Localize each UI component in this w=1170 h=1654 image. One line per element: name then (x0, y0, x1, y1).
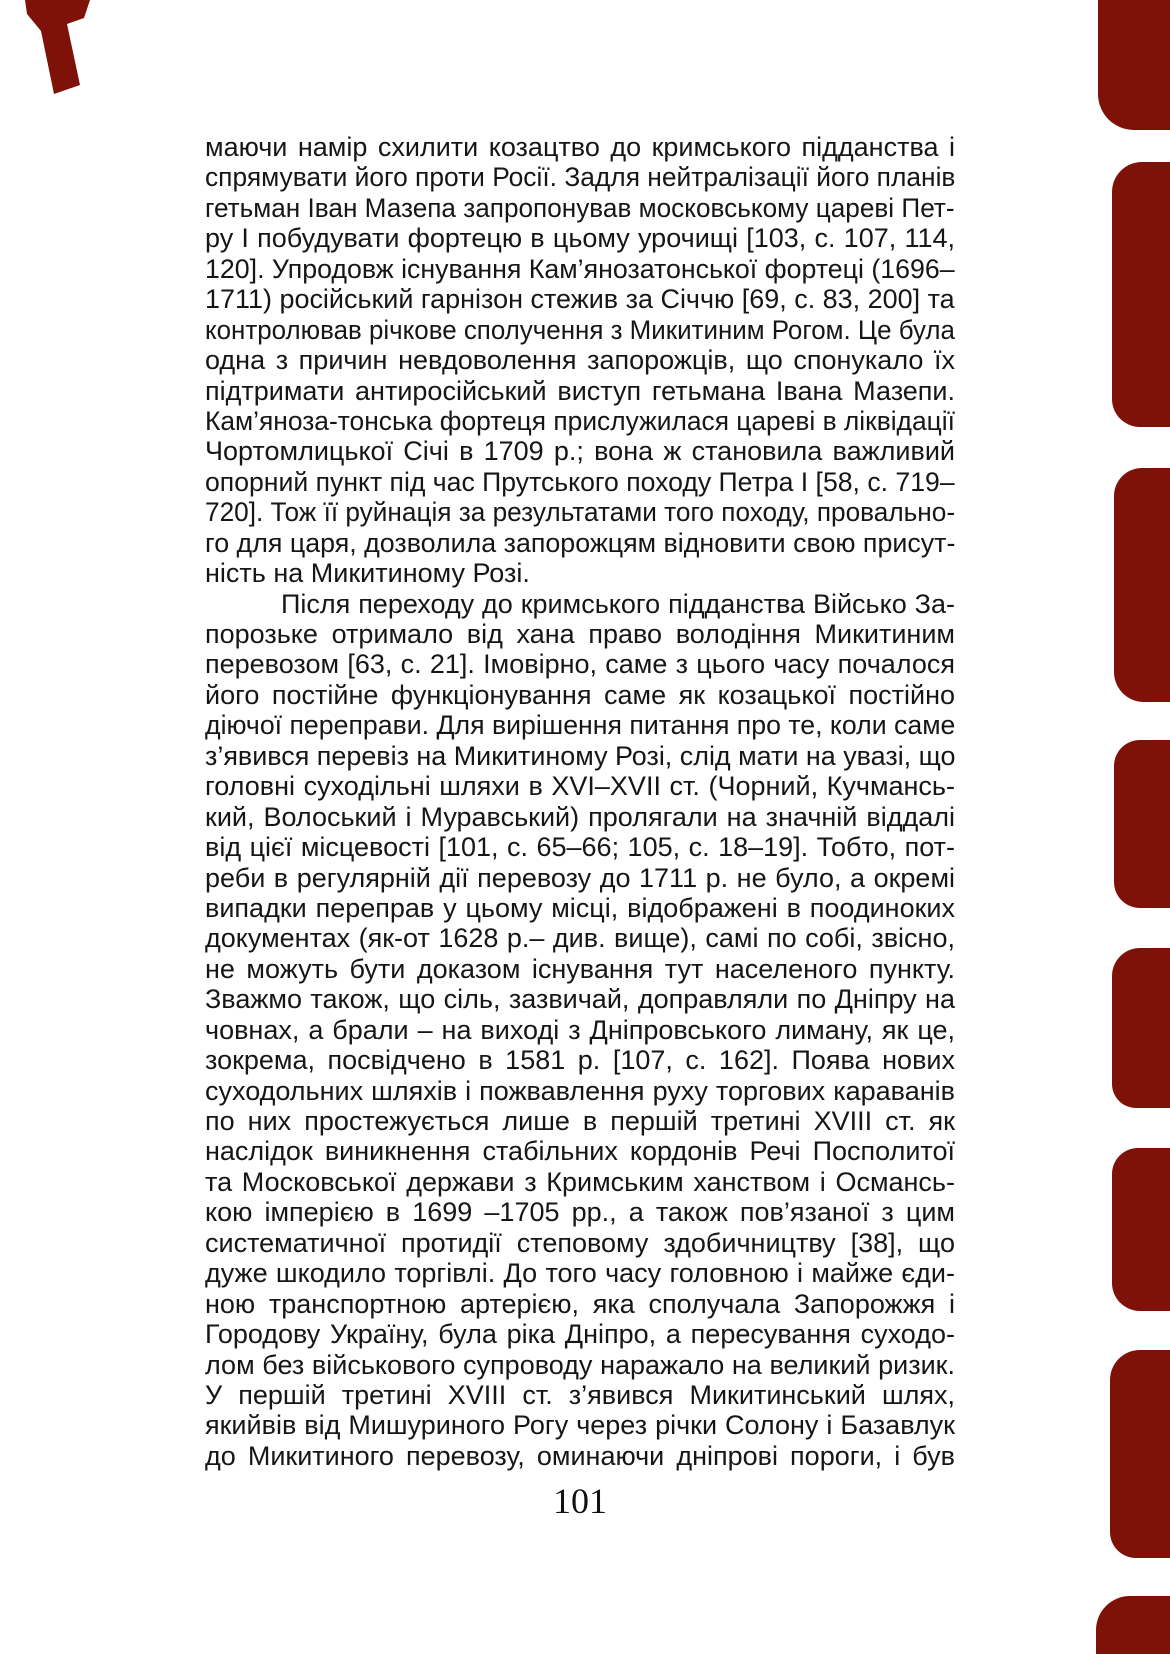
text-line: лом без військового супроводу наражало на великий ризик. (205, 1349, 955, 1380)
text-line: зокрема, посвідчено в 1581 р. [107, с. 162]. Поява нових (205, 1045, 955, 1076)
text-line: Зважмо також, що сіль, зазвичай, доправляли по Дніпру на (205, 984, 955, 1015)
text-line: документах (як-от 1628 р.– див. вище), самі по собі, звісно, (205, 923, 955, 954)
scan-artifact-blob (1114, 740, 1170, 908)
text-line: гетьман Іван Мазепа запропонував московському цареві Пет- (205, 192, 955, 223)
text-line: го для царя, дозволила запорожцям відновити свою присут- (205, 527, 956, 558)
text-line: випадки переправ у цьому місці, відображені в поодиноких (205, 892, 955, 923)
text-line: Кам’яноза-тонська фортеця прислужилася цареві в ліквідації (205, 405, 955, 436)
scan-artifact-blob (1098, 0, 1170, 130)
text-line: порозьке отримало від хана право володіння Микитиним (205, 619, 955, 649)
text-line: головні суходільні шляхи в XVI–XVII ст. (Чорний, Кучмансь- (205, 771, 955, 802)
text-line: по них простежується лише в першій третині XVIII ст. як (205, 1106, 955, 1136)
text-line: суходольних шляхів і пожвавлення руху торгових караванів (205, 1075, 955, 1106)
text-line: його постійне функціонування саме як козацької постійно (205, 679, 955, 710)
text-line: наслідок виникнення стабільних кордонів Речі Посполитої (205, 1136, 955, 1167)
text-line: опорний пункт під час Прутського походу Петра І [58, с. 719– (205, 466, 955, 497)
text-line: дуже шкодило торгівлі. До того часу головною і майже єди- (205, 1258, 955, 1289)
scan-artifact-blob (1110, 1350, 1170, 1558)
text-line: 1711) російський гарнізон стежив за Січчю [69, с. 83, 200] та (205, 284, 955, 315)
scan-artifact-corner (0, 0, 100, 100)
text-line: одна з причин невдоволення запорожців, що спонукало їх (205, 345, 955, 376)
text-line: контролював річкове сполучення з Микитиним Рогом. Це була (205, 314, 955, 345)
text-line: Чортомлицької Січі в 1709 р.; вона ж становила важливий (205, 436, 955, 467)
text-line: від цієї місцевості [101, с. 65–66; 105, с. 18–19]. Тобто, пот- (205, 832, 955, 863)
scan-artifact-blob (1112, 162, 1170, 427)
text-line: маючи намір схилити козацтво до кримського підданства і (205, 132, 955, 162)
scan-artifact-blob (1096, 1596, 1170, 1654)
text-line: реби в регулярній дії перевозу до 1711 р. не було, а окремі (205, 862, 955, 893)
text-line: кий, Волоський і Муравський) пролягали на значній віддалі (205, 801, 955, 832)
scan-artifact-blob (1112, 1148, 1170, 1311)
text-line: якийвів від Мишуриного Рогу через річки Солону і Базавлук (205, 1410, 955, 1441)
text-line: перевозом [63, с. 21]. Імовірно, саме з цього часу почалося (205, 649, 955, 680)
scan-artifact-right-strip (1070, 0, 1170, 1654)
text-line: У першій третині XVIII ст. з’явився Микитинський шлях, (205, 1379, 955, 1410)
text-line: Городову Україну, була ріка Дніпро, а пересування суходо- (205, 1319, 955, 1350)
text-line: 720]. Тож її руйнація за результатами того походу, провально- (205, 497, 956, 528)
text-line: з’явився перевіз на Микитиному Розі, слід мати на увазі, що (205, 740, 956, 771)
text-line: діючої переправи. Для вирішення питання про те, коли саме (205, 710, 956, 741)
text-line: ру І побудувати фортецю в цьому урочищі [103, с. 107, 114, (205, 223, 955, 254)
text-line: до Микитиного перевозу, оминаючи дніпрові пороги, і був (205, 1440, 955, 1471)
text-line: Після переходу до кримського підданства Військо За- (281, 588, 955, 619)
text-line: кою імперією в 1699 –1705 рр., а також пов’язаної з цим (205, 1197, 955, 1228)
text-line: підтримати антиросійський виступ гетьмана Івана Мазепи. (205, 375, 955, 406)
scan-artifact-blob (1112, 948, 1170, 1108)
text-line: човнах, а брали – на виході з Дніпровського лиману, як це, (205, 1014, 955, 1045)
text-line: ною транспортною артерією, яка сполучала Запорожжя і (205, 1288, 955, 1319)
scan-artifact-blob (1114, 468, 1170, 702)
text-line: спрямувати його проти Росії. Задля нейтралізації його планів (205, 162, 956, 193)
text-line: 120]. Упродовж існування Кам’янозатонської фортеці (1696– (205, 253, 955, 284)
scan-artifact-corner-shape (25, 0, 90, 94)
text-line: та Московської держави з Кримським ханством і Османсь- (205, 1166, 955, 1197)
page-number: 101 (553, 1481, 607, 1521)
text-line: систематичної протидії степовому здобичництву [38], що (205, 1227, 955, 1258)
text-line: ність на Микитиному Розі. (205, 558, 530, 589)
text-block (205, 132, 955, 1471)
text-line: не можуть бути доказом існування тут населеного пункту. (205, 953, 955, 984)
